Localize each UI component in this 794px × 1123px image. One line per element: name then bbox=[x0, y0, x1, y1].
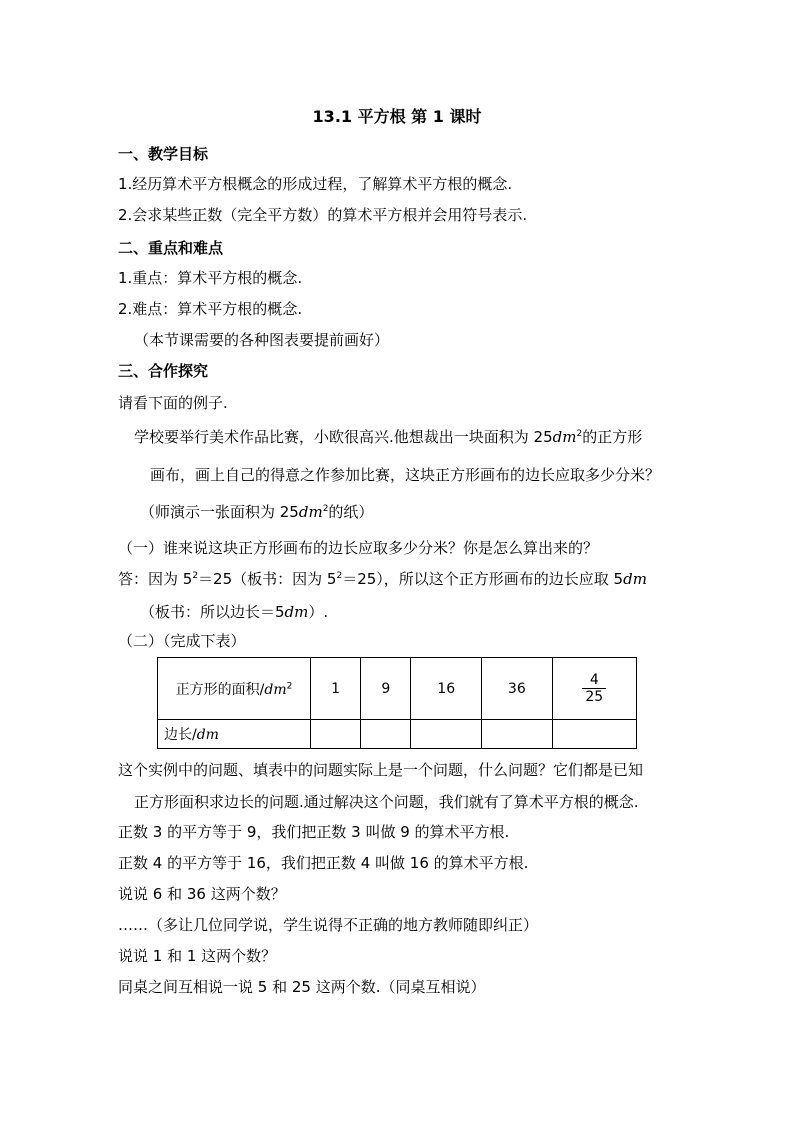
objective-item-2: 2.会求某些正数（完全平方数）的算术平方根并会用符号表示. bbox=[118, 206, 528, 224]
superscript-2: 2 bbox=[336, 571, 343, 581]
preparation-note: （本节课需要的各种图表要提前画好） bbox=[134, 331, 390, 349]
superscript-2: 2 bbox=[576, 429, 583, 439]
paragraph-6: 说说 1 和 1 这两个数？ bbox=[118, 947, 277, 965]
paragraph-2: 正数 3 的平方等于 9，我们把正数 3 叫做 9 的算术平方根. bbox=[118, 823, 510, 841]
question-2: （二）（完成下表） bbox=[118, 632, 246, 650]
paragraph-1-line1: 这个实例中的问题、填表中的问题实际上是一个问题，什么问题？它们都是已知 bbox=[118, 761, 644, 779]
example-text-b: 的正方形 bbox=[582, 428, 643, 446]
side-cell-empty bbox=[482, 720, 553, 749]
paragraph-1-line2: 正方形面积求边长的问题.通过解决这个问题，我们就有了算术平方根的概念. bbox=[134, 793, 639, 811]
answer-line1 bbox=[118, 569, 647, 589]
superscript-2: 2 bbox=[192, 571, 199, 581]
side-label-cell bbox=[158, 720, 311, 749]
paragraph-5: ……（多让几位同学说，学生说得不正确的地方教师随即纠正） bbox=[118, 916, 539, 934]
side-cell-empty bbox=[411, 720, 482, 749]
key-point-1: 1.重点：算术平方根的概念. bbox=[118, 269, 303, 287]
area-cell-9: 9 bbox=[361, 658, 411, 720]
board-text-a: （板书：所以边长＝5 bbox=[140, 603, 285, 621]
superscript-2: 2 bbox=[286, 680, 293, 691]
fraction bbox=[582, 672, 606, 705]
unit-dm: dm bbox=[298, 503, 323, 521]
table-row-area bbox=[158, 658, 637, 720]
paragraph-4: 说说 6 和 36 这两个数？ bbox=[118, 885, 286, 903]
page-title: 13.1 平方根 第 1 课时 bbox=[312, 107, 482, 126]
objective-item-1: 1.经历算术平方根概念的形成过程，了解算术平方根的概念. bbox=[118, 175, 513, 193]
paragraph-3: 正数 4 的平方等于 16，我们把正数 4 叫做 16 的算术平方根. bbox=[118, 854, 529, 872]
demo-text-a: （师演示一张面积为 25 bbox=[140, 503, 299, 521]
section-heading-exploration: 三、合作探究 bbox=[118, 362, 209, 380]
key-point-2: 2.难点：算术平方根的概念. bbox=[118, 300, 303, 318]
exploration-intro: 请看下面的例子. bbox=[118, 394, 228, 412]
superscript-2: 2 bbox=[322, 504, 329, 514]
board-text-b: ）. bbox=[308, 603, 329, 621]
example-text-a: 学校要举行美术作品比赛，小欧很高兴.他想裁出一块面积为 25 bbox=[134, 428, 553, 446]
example-problem-line2: 画布，画上自己的得意之作参加比赛，这块正方形画布的边长应取多少分米？ bbox=[150, 466, 661, 484]
answer-text-c: ＝25），所以这个正方形画布的边长应取 5 bbox=[342, 570, 624, 588]
answer-text-b: ＝25（板书：因为 5 bbox=[198, 570, 337, 588]
fraction-denominator: 25 bbox=[582, 688, 606, 705]
square-table bbox=[157, 657, 637, 749]
side-label-text: 边长/ bbox=[164, 727, 197, 743]
side-cell-empty bbox=[361, 720, 411, 749]
side-cell-empty bbox=[311, 720, 361, 749]
question-1: （一）谁来说这块正方形画布的边长应取多少分米？你是怎么算出来的？ bbox=[118, 539, 599, 557]
section-heading-key-points: 二、重点和难点 bbox=[118, 239, 224, 257]
teacher-demo-note bbox=[140, 502, 373, 522]
area-cell-36: 36 bbox=[482, 658, 553, 720]
area-cell-1: 1 bbox=[311, 658, 361, 720]
paragraph-7: 同桌之间互相说一说 5 和 25 这两个数.（同桌互相说） bbox=[118, 978, 486, 996]
area-cell-fraction bbox=[552, 658, 636, 720]
unit-dm: dm bbox=[552, 428, 577, 446]
demo-text-b: 的纸） bbox=[328, 503, 374, 521]
area-label-cell bbox=[158, 658, 311, 720]
example-problem-line1 bbox=[134, 427, 642, 447]
area-label-text: 正方形的面积/ bbox=[175, 681, 265, 698]
unit-dm: dm bbox=[264, 681, 287, 698]
area-cell-16: 16 bbox=[411, 658, 482, 720]
answer-line2 bbox=[140, 602, 328, 622]
section-heading-objectives: 一、教学目标 bbox=[118, 145, 209, 163]
table-row-side bbox=[158, 720, 637, 749]
side-cell-empty bbox=[552, 720, 636, 749]
unit-dm: dm bbox=[284, 603, 309, 621]
unit-dm: dm bbox=[623, 570, 647, 588]
unit-dm: dm bbox=[196, 727, 219, 743]
fraction-numerator: 4 bbox=[589, 672, 599, 688]
answer-text-a: 答：因为 5 bbox=[118, 570, 193, 588]
